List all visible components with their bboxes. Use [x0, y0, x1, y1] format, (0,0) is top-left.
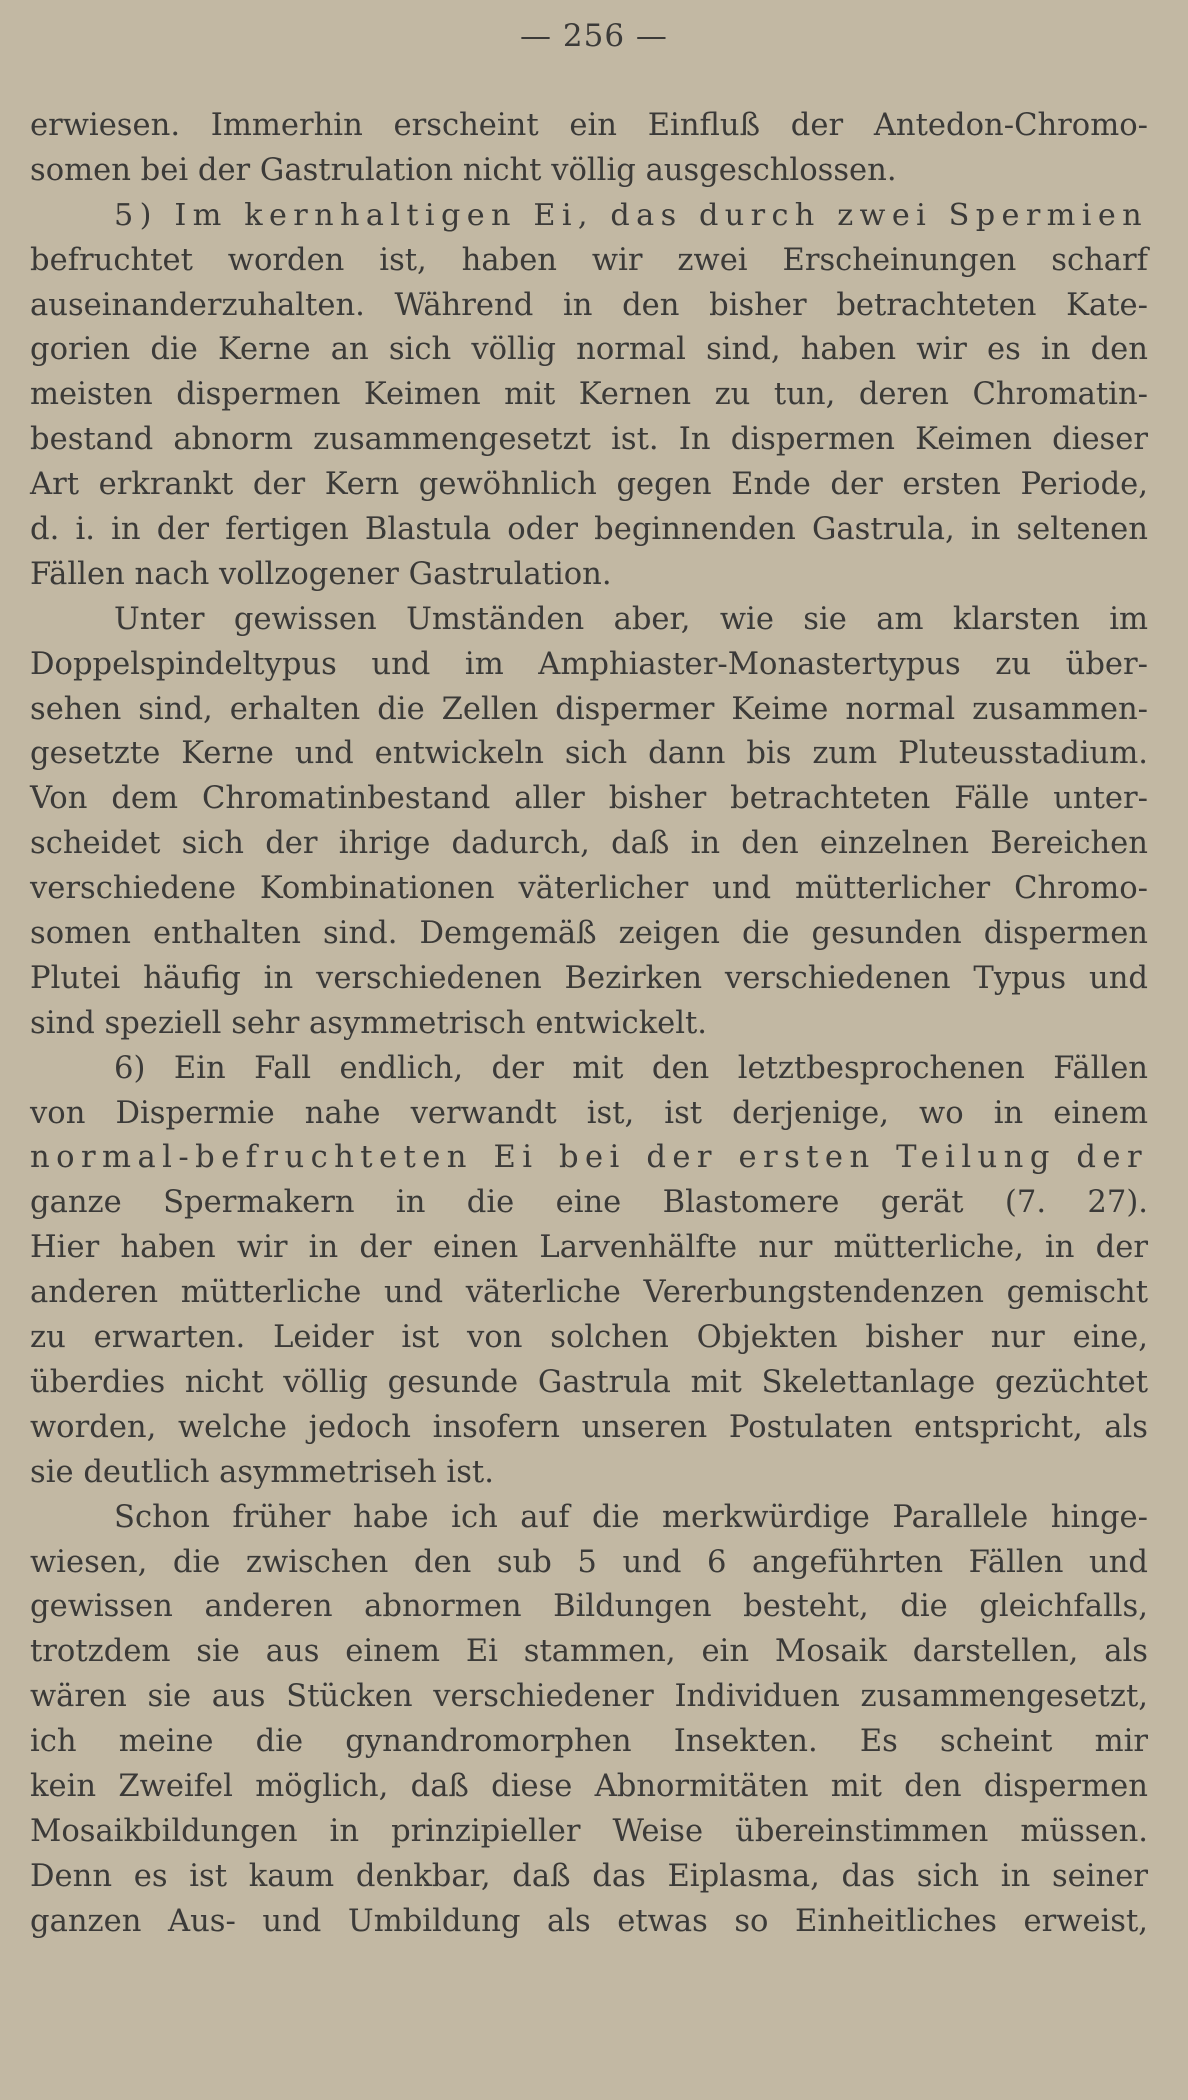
text-line: scheidet sich der ihrige dadurch, daß in den einzelnen Bereichen: [30, 826, 1148, 862]
text-line: Plutei häufig in verschiedenen Bezirken verschiedenen Typus und: [30, 960, 1148, 996]
text-line: somen bei der Gastrulation nicht völlig ausgeschlossen.: [30, 152, 897, 188]
text-line: zu erwarten. Leider ist von solchen Objekten bisher nur eine,: [30, 1320, 1148, 1356]
text-line: verschiedene Kombinationen väterlicher und mütterlicher Chromo-: [30, 871, 1148, 907]
text-line: d. i. in der fertigen Blastula oder beginnenden Gastrula, in seltenen: [30, 512, 1148, 548]
text-line: Unter gewissen Umständen aber, wie sie am klarsten im: [114, 601, 1148, 637]
text-line: wären sie aus Stücken verschiedener Individuen zusammengesetzt,: [30, 1679, 1148, 1715]
text-line: ganze Spermakern in die eine Blastomere gerät (7. 27).: [30, 1185, 1148, 1221]
text-line: gorien die Kerne an sich völlig normal sind, haben wir es in den: [30, 332, 1148, 368]
text-line: sind speziell sehr asymmetrisch entwickelt.: [30, 1005, 708, 1041]
text-line: worden, welche jedoch insofern unseren Postulaten entspricht, als: [30, 1409, 1148, 1445]
text-line: 6) Ein Fall endlich, der mit den letztbesprochenen Fällen: [114, 1050, 1148, 1086]
body-text: [30, 104, 1148, 1945]
text-line: Mosaikbildungen in prinzipieller Weise übereinstimmen müssen.: [30, 1813, 1148, 1849]
text-line: kein Zweifel möglich, daß diese Abnormitäten mit den dispermen: [30, 1768, 1148, 1804]
text-line: Doppelspindeltypus und im Amphiaster-Monastertypus zu über-: [30, 646, 1148, 682]
text-line: ganzen Aus- und Umbildung als etwas so Einheitliches erweist,: [30, 1903, 1148, 1939]
text-line: auseinanderzuhalten. Während in den bisher betrachteten Kate-: [30, 287, 1148, 323]
text-line: gewissen anderen abnormen Bildungen besteht, die gleichfalls,: [30, 1589, 1148, 1625]
text-line: meisten dispermen Keimen mit Kernen zu tun, deren Chromatin-: [30, 377, 1148, 413]
text-line: sie deutlich asymmetriseh ist.: [30, 1454, 494, 1490]
text-line: bestand abnorm zusammengesetzt ist. In dispermen Keimen dieser: [30, 422, 1148, 458]
text-line: Hier haben wir in der einen Larvenhälfte nur mütterliche, in der: [30, 1230, 1148, 1266]
text-line: gesetzte Kerne und entwickeln sich dann bis zum Pluteusstadium.: [30, 736, 1148, 772]
page-number: — 256 —: [520, 18, 668, 54]
text-line: somen enthalten sind. Demgemäß zeigen die gesunden dispermen: [30, 916, 1148, 952]
text-line: anderen mütterliche und väterliche Vererbungstendenzen gemischt: [30, 1275, 1148, 1311]
text-line: trotzdem sie aus einem Ei stammen, ein Mosaik darstellen, als: [30, 1634, 1148, 1670]
text-line: wiesen, die zwischen den sub 5 und 6 angeführten Fällen und: [30, 1544, 1148, 1580]
text-line: normal-befruchteten Ei bei der ersten Teilung der: [30, 1140, 1148, 1176]
text-line: Von dem Chromatinbestand aller bisher betrachteten Fälle unter-: [30, 781, 1148, 817]
text-line: Denn es ist kaum denkbar, daß das Eiplasma, das sich in seiner: [30, 1858, 1148, 1894]
text-line: Fällen nach vollzogener Gastrulation.: [30, 556, 612, 592]
text-line: Schon früher habe ich auf die merkwürdige Parallele hinge-: [114, 1499, 1148, 1535]
text-line: von Dispermie nahe verwandt ist, ist derjenige, wo in einem: [30, 1095, 1148, 1131]
text-line: ich meine die gynandromorphen Insekten. Es scheint mir: [30, 1724, 1148, 1760]
text-line: erwiesen. Immerhin erscheint ein Einfluß der Antedon-Chromo-: [30, 108, 1148, 143]
text-line: überdies nicht völlig gesunde Gastrula mit Skelettanlage gezüchtet: [30, 1364, 1148, 1400]
text-line: 5) Im kernhaltigen Ei, das durch zwei Spermien: [114, 197, 1148, 233]
text-line: befruchtet worden ist, haben wir zwei Erscheinungen scharf: [30, 242, 1148, 278]
text-line: sehen sind, erhalten die Zellen dispermer Keime normal zusammen-: [30, 691, 1148, 727]
text-line: Art erkrankt der Kern gewöhnlich gegen Ende der ersten Periode,: [30, 467, 1148, 503]
